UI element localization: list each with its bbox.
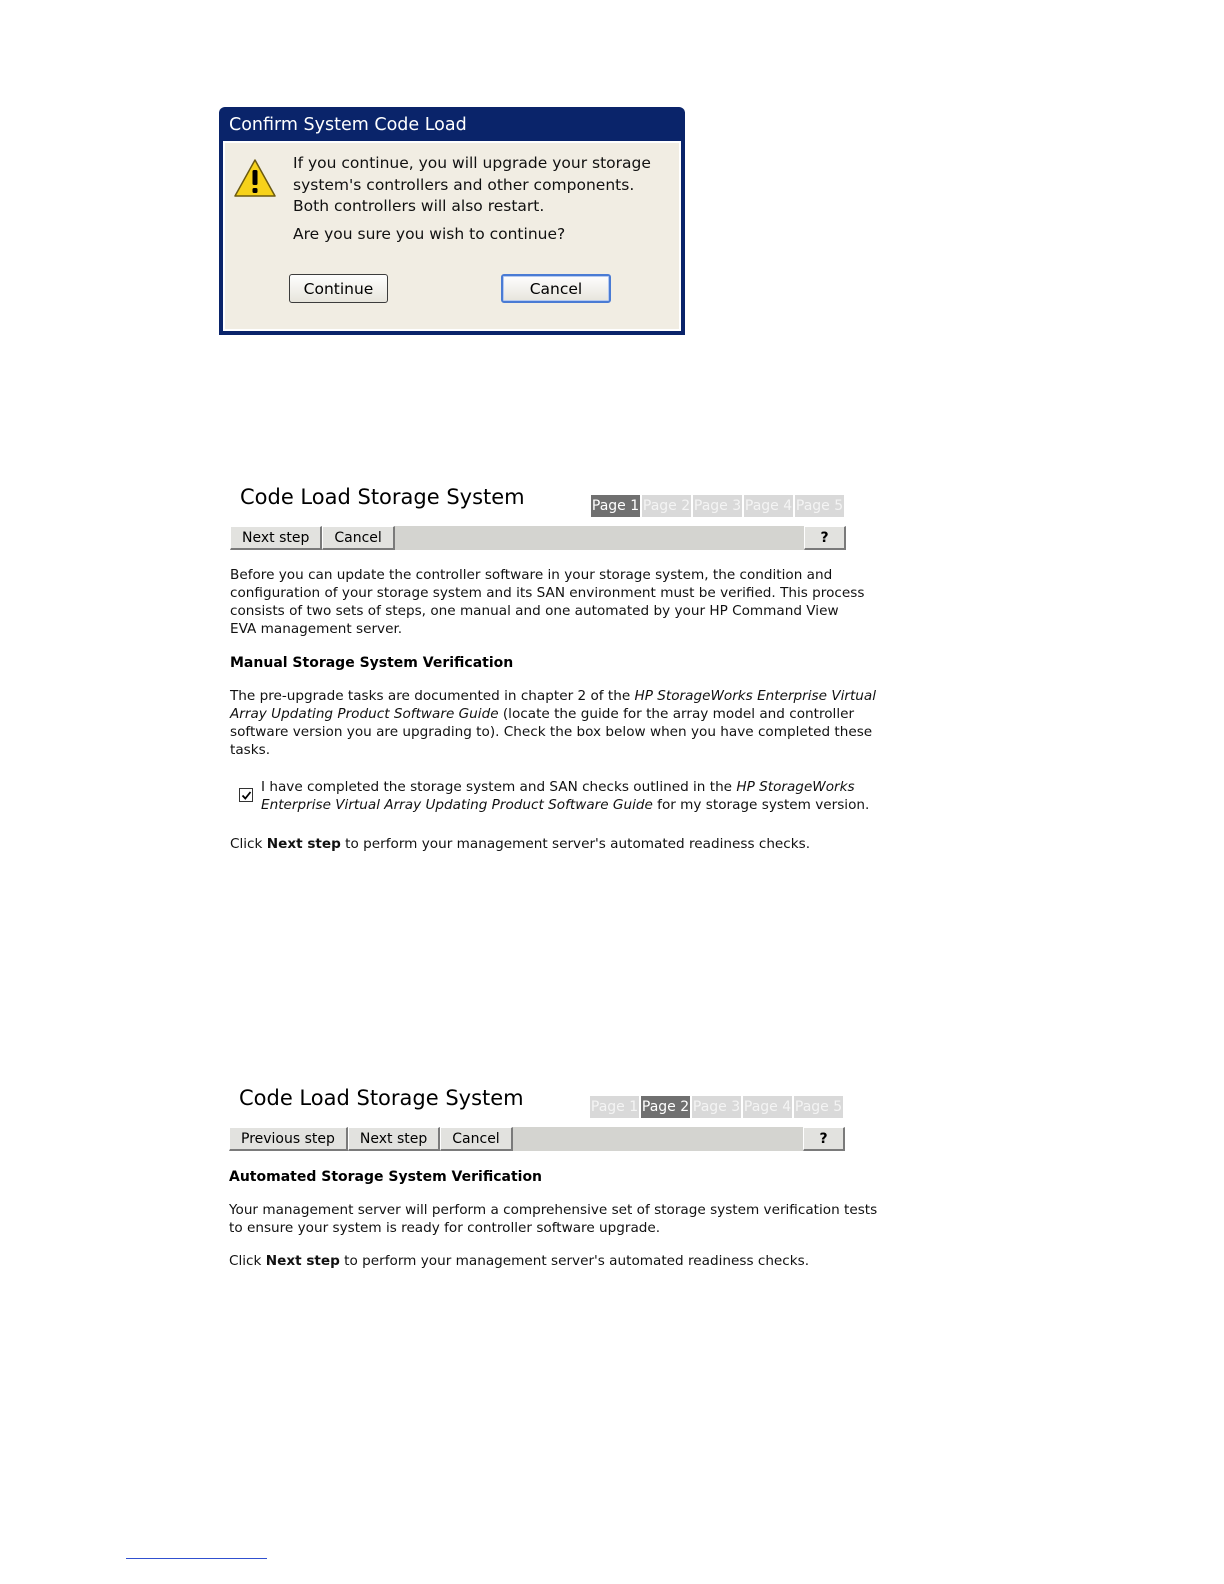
body-line: Your management server will perform a comprehensive set of storage system verification tests	[229, 1202, 878, 1218]
dialog-title: Confirm System Code Load	[229, 115, 467, 135]
guide-title: Array Updating Product Software Guide	[230, 706, 499, 722]
checkbox-label	[261, 778, 870, 814]
intro-line: Before you can update the controller software in your storage system, the condition and	[230, 567, 833, 583]
click-instruction	[230, 835, 850, 853]
completed-checks-checkbox[interactable]	[239, 788, 253, 802]
instruction-text: to perform your management server's automated readiness checks.	[340, 836, 811, 852]
page-tab-5: Page 5	[795, 495, 844, 517]
guide-title: Enterprise Virtual Array Updating Product Software Guide	[261, 797, 653, 813]
para-text: tasks.	[230, 742, 271, 758]
click-instruction	[229, 1252, 849, 1270]
footer-rule	[126, 1558, 267, 1559]
next-step-button[interactable]: Next step	[230, 526, 322, 550]
section-heading: Automated Storage System Verification	[229, 1169, 543, 1185]
dialog-question: Are you sure you wish to continue?	[293, 225, 566, 243]
cancel-button[interactable]: Cancel	[322, 526, 394, 550]
page-tab-4: Page 4	[744, 495, 793, 517]
page-tab-2: Page 2	[642, 495, 691, 517]
help-button[interactable]: ?	[803, 1127, 845, 1151]
warning-icon	[233, 157, 277, 199]
page-tab-1: Page 1	[591, 495, 640, 517]
page-title: Code Load Storage System	[239, 1086, 524, 1110]
para-text: The pre-upgrade tasks are documented in chapter 2 of the	[230, 688, 635, 704]
page-tab-3: Page 3	[692, 1096, 741, 1118]
previous-step-button[interactable]: Previous step	[229, 1127, 348, 1151]
wizard-toolbar	[229, 1127, 845, 1151]
intro-line: consists of two sets of steps, one manual and one automated by your HP Command View	[230, 603, 839, 619]
page-tab-1: Page 1	[590, 1096, 639, 1118]
pre-upgrade-paragraph	[230, 687, 877, 759]
page-indicator	[591, 495, 844, 517]
page-tab-2: Page 2	[641, 1096, 690, 1118]
instruction-emphasis: Next step	[266, 836, 341, 852]
dialog-message-line: Both controllers will also restart.	[293, 197, 545, 215]
body-line: to ensure your system is ready for controller software upgrade.	[229, 1220, 661, 1236]
dialog-body	[223, 141, 681, 331]
intro-line: EVA management server.	[230, 621, 403, 637]
page-indicator	[590, 1096, 843, 1118]
instruction-text: Click	[230, 836, 267, 852]
dialog-message	[293, 153, 673, 218]
guide-title: HP StorageWorks	[736, 779, 855, 795]
para-text: (locate the guide for the array model and controller	[498, 706, 855, 722]
confirm-dialog	[219, 107, 685, 335]
intro-text	[230, 566, 865, 638]
section-heading: Manual Storage System Verification	[230, 655, 514, 671]
wizard-toolbar	[230, 526, 846, 550]
cancel-button[interactable]: Cancel	[440, 1127, 512, 1151]
label-text: for my storage system version.	[652, 797, 870, 813]
dialog-message-line: system's controllers and other components.	[293, 175, 635, 194]
intro-line: configuration of your storage system and its SAN environment must be verified. This process	[230, 585, 865, 601]
dialog-message-line: If you continue, you will upgrade your storage	[293, 154, 651, 172]
continue-button[interactable]: Continue	[289, 274, 388, 303]
instruction-text: to perform your management server's automated readiness checks.	[339, 1253, 810, 1269]
instruction-text: Click	[229, 1253, 266, 1269]
help-button[interactable]: ?	[804, 526, 846, 550]
page-tab-5: Page 5	[794, 1096, 843, 1118]
cancel-button[interactable]: Cancel	[501, 274, 611, 303]
verification-text	[229, 1201, 878, 1237]
guide-title: HP StorageWorks Enterprise Virtual	[634, 688, 877, 704]
page-title: Code Load Storage System	[240, 485, 525, 509]
next-step-button[interactable]: Next step	[348, 1127, 440, 1151]
page-tab-4: Page 4	[743, 1096, 792, 1118]
instruction-emphasis: Next step	[265, 1253, 340, 1269]
label-text: I have completed the storage system and SAN checks outlined in the	[261, 779, 737, 795]
page-tab-3: Page 3	[693, 495, 742, 517]
checkmark-icon	[241, 790, 252, 801]
para-text: software version you are upgrading to). Check the box below when you have completed these	[230, 724, 873, 740]
